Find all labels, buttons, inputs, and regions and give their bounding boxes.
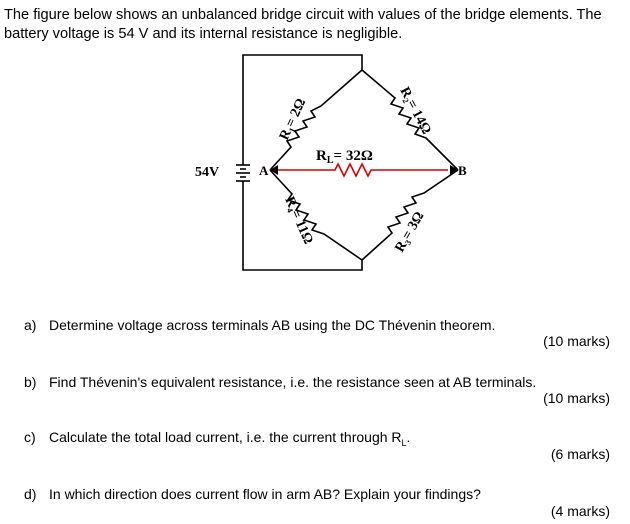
rl-load-resistor [270, 164, 448, 176]
question-a-marks: (10 marks) [543, 333, 610, 349]
question-d-label: d) [24, 486, 37, 502]
rl-label [316, 148, 373, 166]
node-a-label: A [259, 163, 269, 178]
rl-label-value: = 32Ω [333, 148, 373, 164]
question-c-label: c) [24, 429, 36, 445]
intro-line-1: The figure below shows an unbalanced bridge circuit with values of the bridge elements. The [4, 7, 602, 23]
question-d-text: In which direction does current flow in arm AB? Explain your findings? [49, 486, 481, 502]
r3-label: R₃= 3Ω [392, 209, 428, 255]
question-c [24, 428, 410, 452]
question-d [24, 485, 481, 503]
question-c-text: Calculate the total load current, i.e. the current through R [49, 429, 402, 445]
r4-resistor [270, 170, 362, 260]
question-d-marks: (4 marks) [550, 503, 610, 519]
battery-voltage-label: 54V [195, 165, 220, 180]
node-b-label: B [458, 163, 467, 178]
rl-label-symbol: R [316, 148, 327, 164]
question-b-marks: (10 marks) [543, 390, 610, 406]
question-a-label: a) [24, 317, 37, 333]
r2-label: R₂= 14Ω [396, 84, 434, 137]
question-a [24, 316, 495, 334]
question-c-text-end: . [406, 429, 411, 445]
question-c-marks: (6 marks) [550, 446, 610, 462]
question-b [24, 373, 536, 391]
r1-label: R₁= 2Ω [277, 96, 310, 143]
question-c-subscript: L [401, 437, 407, 448]
question-b-label: b) [24, 374, 37, 390]
intro-line-2: battery voltage is 54 V and its internal resistance is negligible. [4, 26, 403, 42]
r4-label: R₄= 11Ω [281, 194, 316, 247]
question-b-text: Find Thévenin's equivalent resistance, i.e. the resistance seen at AB terminals. [49, 374, 537, 390]
question-a-text: Determine voltage across terminals AB using the DC Thévenin theorem. [49, 317, 496, 333]
rl-label-sub: L [326, 155, 334, 166]
